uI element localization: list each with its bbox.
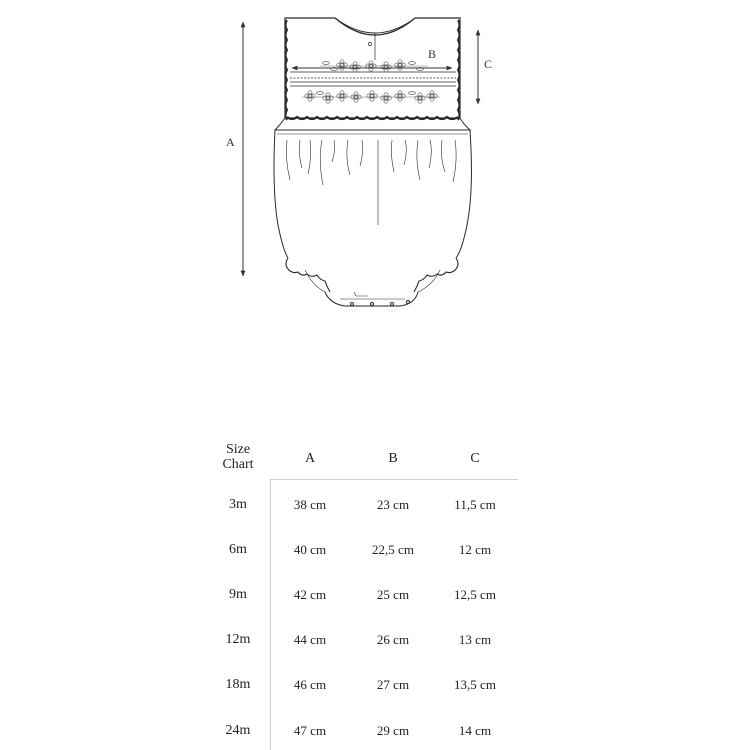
header-divider bbox=[270, 479, 518, 480]
size-cell: 6m bbox=[229, 542, 247, 557]
a-cell: 44 cm bbox=[293, 632, 327, 647]
size-cell: 18m bbox=[225, 677, 251, 692]
size-cell: 3m bbox=[229, 497, 247, 512]
table-row bbox=[195, 677, 525, 697]
a-cell: 46 cm bbox=[293, 677, 327, 692]
b-cell: 22,5 cm bbox=[372, 542, 414, 557]
b-cell: 26 cm bbox=[376, 632, 410, 647]
b-cell: 25 cm bbox=[376, 587, 410, 602]
table-row bbox=[195, 723, 525, 743]
size-chart-table bbox=[195, 440, 525, 750]
table-row bbox=[195, 632, 525, 652]
size-chart-corner-label bbox=[209, 442, 267, 472]
table-row bbox=[195, 542, 525, 562]
c-cell: 11,5 cm bbox=[454, 497, 496, 512]
b-cell: 23 cm bbox=[376, 497, 410, 512]
column-header-c: C bbox=[470, 451, 480, 466]
table-row bbox=[195, 587, 525, 607]
embroidery-top-row bbox=[320, 60, 428, 72]
b-cell: 27 cm bbox=[376, 677, 410, 692]
size-cell: 9m bbox=[229, 587, 247, 602]
dimension-a-label: A bbox=[226, 135, 235, 149]
left-leg-ruffle bbox=[286, 258, 330, 292]
column-header-a: A bbox=[304, 451, 316, 466]
c-cell: 13,5 cm bbox=[454, 677, 496, 692]
corner-label-line-2: Chart bbox=[222, 457, 254, 472]
dimension-c-label: C bbox=[484, 57, 493, 71]
c-cell: 14 cm bbox=[458, 723, 492, 738]
dimension-c-arrow bbox=[478, 30, 492, 104]
romper-illustration bbox=[0, 0, 750, 330]
scallop-bottom-edge bbox=[287, 117, 458, 119]
dimension-a-arrow bbox=[226, 22, 243, 276]
c-cell: 13 cm bbox=[458, 632, 492, 647]
a-cell: 42 cm bbox=[293, 587, 327, 602]
corner-label-line-1: Size bbox=[225, 442, 251, 457]
size-cell: 12m bbox=[225, 632, 251, 647]
dimension-b-label: B bbox=[428, 47, 437, 61]
romper-yoke bbox=[285, 18, 460, 120]
scallop-right-edge bbox=[458, 20, 460, 120]
b-cell: 29 cm bbox=[376, 723, 410, 738]
a-cell: 38 cm bbox=[293, 497, 327, 512]
a-cell: 47 cm bbox=[293, 723, 327, 738]
c-cell: 12,5 cm bbox=[454, 587, 496, 602]
size-column-divider bbox=[270, 479, 271, 750]
romper-body bbox=[274, 118, 471, 306]
right-leg-ruffle bbox=[414, 258, 458, 292]
embroidery-bottom-row bbox=[302, 91, 440, 103]
scallop-left-edge bbox=[286, 20, 288, 120]
column-header-b: B bbox=[388, 451, 398, 466]
a-cell: 40 cm bbox=[293, 542, 327, 557]
c-cell: 12 cm bbox=[458, 542, 492, 557]
table-row bbox=[195, 497, 525, 517]
size-cell: 24m bbox=[225, 723, 251, 738]
